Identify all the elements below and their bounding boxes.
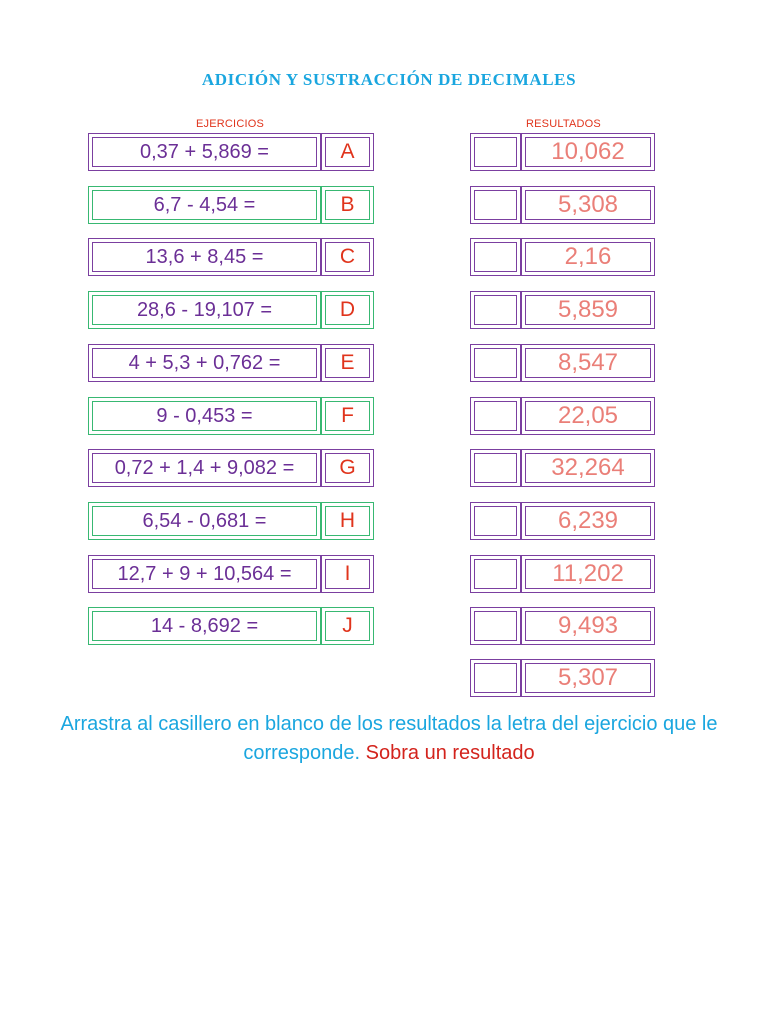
result-drop-slot[interactable] [470, 238, 521, 276]
result-value: 32,264 [521, 449, 655, 487]
exercise-expression: 4 + 5,3 + 0,762 = [88, 344, 321, 382]
results-header: RESULTADOS [526, 118, 601, 130]
result-value: 5,308 [521, 186, 655, 224]
result-value: 11,202 [521, 555, 655, 593]
result-value: 5,859 [521, 291, 655, 329]
worksheet-title: ADICIÓN Y SUSTRACCIÓN DE DECIMALES [201, 70, 577, 89]
exercise-expression: 14 - 8,692 = [88, 607, 321, 645]
exercise-row [88, 238, 374, 276]
instructions-main: Arrastra al casillero en blanco de los resultados la letra del ejercicio que le corresponde. [60, 713, 718, 764]
exercise-row [88, 186, 374, 224]
instructions-highlight: Sobra un resultado [365, 742, 535, 764]
exercise-row [88, 397, 374, 435]
exercise-expression: 6,7 - 4,54 = [88, 186, 321, 224]
exercise-expression: 28,6 - 19,107 = [88, 291, 321, 329]
exercise-letter-tile[interactable]: D [321, 291, 374, 329]
exercise-letter-tile[interactable]: J [321, 607, 374, 645]
result-drop-slot[interactable] [470, 397, 521, 435]
result-row [470, 659, 655, 697]
exercise-row [88, 291, 374, 329]
result-drop-slot[interactable] [470, 133, 521, 171]
result-value: 5,307 [521, 659, 655, 697]
result-row [470, 555, 655, 593]
exercise-expression: 13,6 + 8,45 = [88, 238, 321, 276]
exercise-row [88, 133, 374, 171]
result-row [470, 291, 655, 329]
exercise-row [88, 607, 374, 645]
exercise-letter-tile[interactable]: B [321, 186, 374, 224]
result-row [470, 238, 655, 276]
result-row [470, 344, 655, 382]
exercise-expression: 0,37 + 5,869 = [88, 133, 321, 171]
instructions-text [0, 710, 768, 768]
result-drop-slot[interactable] [470, 186, 521, 224]
exercise-letter-tile[interactable]: I [321, 555, 374, 593]
exercise-row [88, 502, 374, 540]
result-drop-slot[interactable] [470, 659, 521, 697]
result-row [470, 397, 655, 435]
exercise-letter-tile[interactable]: E [321, 344, 374, 382]
exercise-expression: 12,7 + 9 + 10,564 = [88, 555, 321, 593]
result-value: 9,493 [521, 607, 655, 645]
result-row [470, 133, 655, 171]
exercise-row [88, 449, 374, 487]
result-drop-slot[interactable] [470, 449, 521, 487]
exercise-expression: 9 - 0,453 = [88, 397, 321, 435]
result-value: 8,547 [521, 344, 655, 382]
result-row [470, 607, 655, 645]
result-row [470, 449, 655, 487]
result-value: 6,239 [521, 502, 655, 540]
exercise-row [88, 344, 374, 382]
result-value: 10,062 [521, 133, 655, 171]
result-drop-slot[interactable] [470, 291, 521, 329]
result-row [470, 502, 655, 540]
exercises-header: EJERCICIOS [196, 118, 265, 130]
exercise-letter-tile[interactable]: G [321, 449, 374, 487]
exercise-expression: 0,72 + 1,4 + 9,082 = [88, 449, 321, 487]
exercise-expression: 6,54 - 0,681 = [88, 502, 321, 540]
result-drop-slot[interactable] [470, 555, 521, 593]
exercise-letter-tile[interactable]: A [321, 133, 374, 171]
result-value: 2,16 [521, 238, 655, 276]
result-drop-slot[interactable] [470, 607, 521, 645]
result-value: 22,05 [521, 397, 655, 435]
exercise-letter-tile[interactable]: C [321, 238, 374, 276]
exercise-row [88, 555, 374, 593]
exercise-letter-tile[interactable]: H [321, 502, 374, 540]
result-drop-slot[interactable] [470, 344, 521, 382]
result-drop-slot[interactable] [470, 502, 521, 540]
result-row [470, 186, 655, 224]
exercise-letter-tile[interactable]: F [321, 397, 374, 435]
